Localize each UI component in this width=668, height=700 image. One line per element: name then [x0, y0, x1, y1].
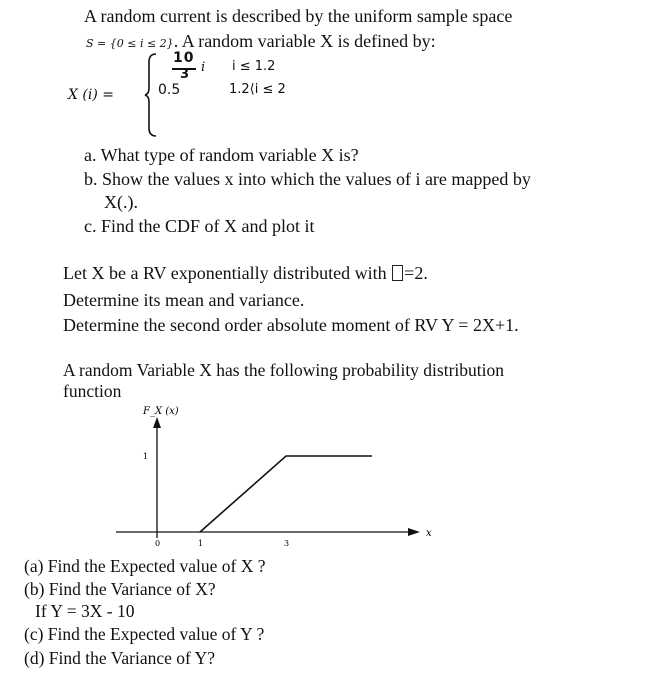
sample-space: S = {0 ≤ i ≤ 2} — [86, 37, 174, 50]
case2-value: 0.5 — [158, 82, 181, 98]
problem1-line2 — [86, 31, 436, 52]
case2-condition: 1.2⟨i ≤ 2 — [229, 82, 286, 97]
problem2-line2: Determine its mean and variance. — [63, 290, 305, 310]
x-axis-label: x — [426, 528, 432, 539]
case1-var: i — [201, 60, 206, 75]
problem2-line3: Determine the second order absolute moment of RV Y = 2X+1. — [63, 315, 519, 335]
question-c: c. Find the CDF of X and plot it — [84, 216, 315, 236]
cdf-chart — [110, 398, 430, 550]
x-tick-label: 3 — [284, 539, 290, 548]
question-3a: (a) Find the Expected value of X ? — [24, 556, 266, 576]
x-tick-label: 0 — [155, 539, 161, 548]
question-b: b. Show the values x into which the values of i are mapped by — [84, 169, 531, 189]
problem2-line1-pre: Let X be a RV exponentially distributed with — [63, 263, 392, 283]
problem1-line1: A random current is described by the uniform sample space — [84, 6, 513, 26]
x-tick-label: 1 — [198, 539, 204, 548]
brace-symbol — [144, 52, 158, 138]
problem2-line1 — [63, 263, 428, 284]
question-3c: (c) Find the Expected value of Y ? — [24, 624, 265, 644]
question-3b: (b) Find the Variance of X? — [24, 579, 216, 599]
problem2-line1-post: =2. — [404, 263, 428, 283]
y-axis-arrow-icon — [153, 417, 161, 428]
case1-coef-num: 10 — [173, 50, 195, 66]
function-lhs: X (i) = — [68, 87, 114, 103]
problem3-intro2: function — [63, 381, 122, 401]
case1-condition: i ≤ 1.2 — [232, 59, 276, 74]
y-definition: If Y = 3X - 10 — [35, 601, 135, 621]
y-axis-label: F_X (x) — [143, 406, 179, 417]
missing-glyph-icon — [392, 265, 403, 281]
question-3d: (d) Find the Variance of Y? — [24, 648, 215, 668]
tick-labels — [143, 452, 289, 548]
cdf-series-line — [200, 456, 372, 532]
problem3-intro1: A random Variable X has the following probability distribution — [63, 360, 505, 380]
case1-coef-den: 3 — [180, 67, 190, 82]
question-a: a. What type of random variable X is? — [84, 145, 359, 165]
x-axis-arrow-icon — [408, 528, 420, 536]
sentence-end: . A random variable X is defined by: — [173, 31, 436, 51]
question-b-cont: X(.). — [104, 192, 138, 212]
y-tick-label: 1 — [143, 452, 149, 461]
